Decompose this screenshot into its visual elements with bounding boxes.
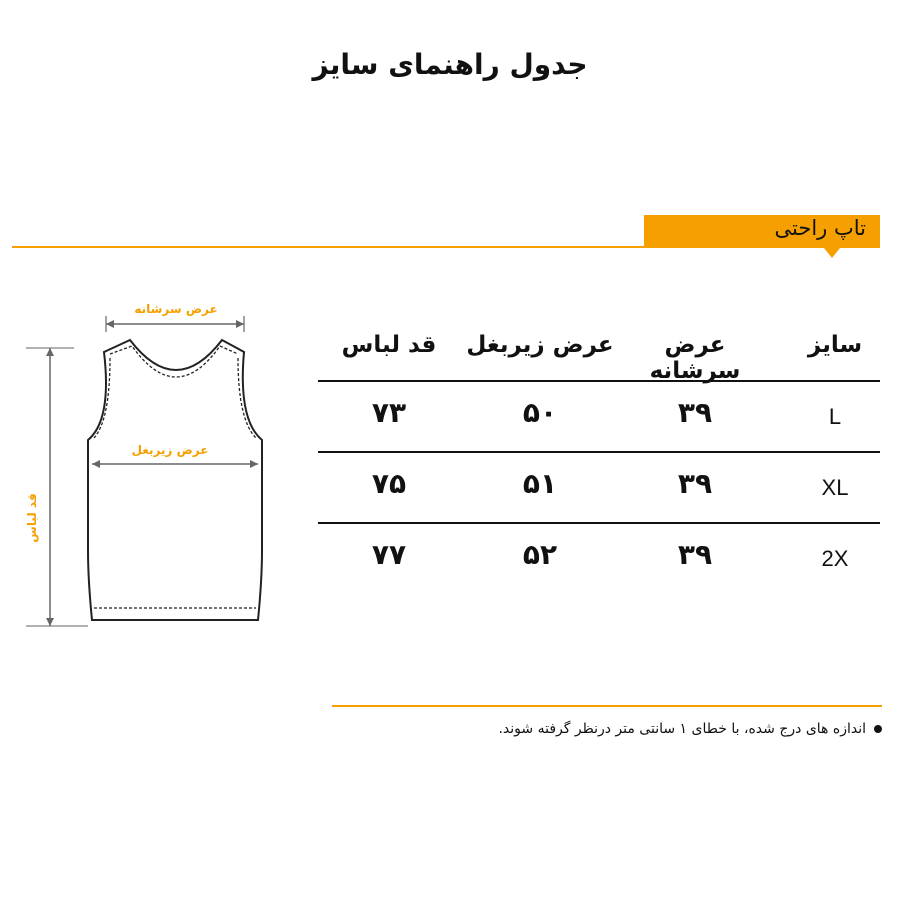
cell-shoulder-width: ۳۹ <box>677 538 713 571</box>
header-shoulder-width: عرض سرشانه <box>649 332 741 384</box>
length-arrow-bottom <box>46 618 54 626</box>
cell-length: ۷۳ <box>371 396 407 429</box>
header-length: قد لباس <box>341 332 437 358</box>
garment-body <box>88 340 262 620</box>
cell-length: ۷۷ <box>371 538 407 571</box>
section-tag-notch <box>824 248 840 258</box>
cell-armpit-width: ۵۲ <box>522 538 558 571</box>
cell-size: XL <box>821 475 849 500</box>
bullet-icon <box>874 725 882 733</box>
shoulder-label: عرض سرشانه <box>134 302 218 316</box>
cell-shoulder-width: ۳۹ <box>677 396 713 429</box>
cell-armpit-width: ۵۱ <box>522 467 558 500</box>
cell-length: ۷۵ <box>371 467 407 500</box>
cell-shoulder-width: ۳۹ <box>677 467 713 500</box>
table-header-row <box>318 318 880 382</box>
tank-top-diagram <box>0 280 300 640</box>
section-tag-label: تاپ راحتی <box>774 216 866 240</box>
cell-armpit-width: ۵۰ <box>522 396 558 429</box>
length-label: قد لباس <box>25 493 39 543</box>
table-row <box>318 453 880 524</box>
measurement-note <box>322 721 882 737</box>
page-title: جدول راهنمای سایز <box>312 48 588 81</box>
header-armpit-width: عرض زیربغل <box>466 332 614 358</box>
table-row <box>318 382 880 453</box>
tank-top-illustration <box>0 280 300 640</box>
note-divider <box>332 705 882 707</box>
note-text: اندازه های درج شده، با خطای ۱ سانتی متر درنظر گرفته شوند. <box>498 721 866 737</box>
length-arrow-top <box>46 348 54 356</box>
size-table <box>318 318 880 593</box>
shoulder-arrow-right <box>236 320 244 328</box>
shoulder-arrow-left <box>106 320 114 328</box>
cell-size: L <box>828 404 842 429</box>
armpit-label: عرض زیربغل <box>131 443 209 457</box>
section-divider <box>12 246 644 248</box>
section-tag <box>644 215 880 248</box>
header-size: سایز <box>807 332 863 358</box>
table-row <box>318 524 880 593</box>
cell-size: 2X <box>821 546 849 571</box>
